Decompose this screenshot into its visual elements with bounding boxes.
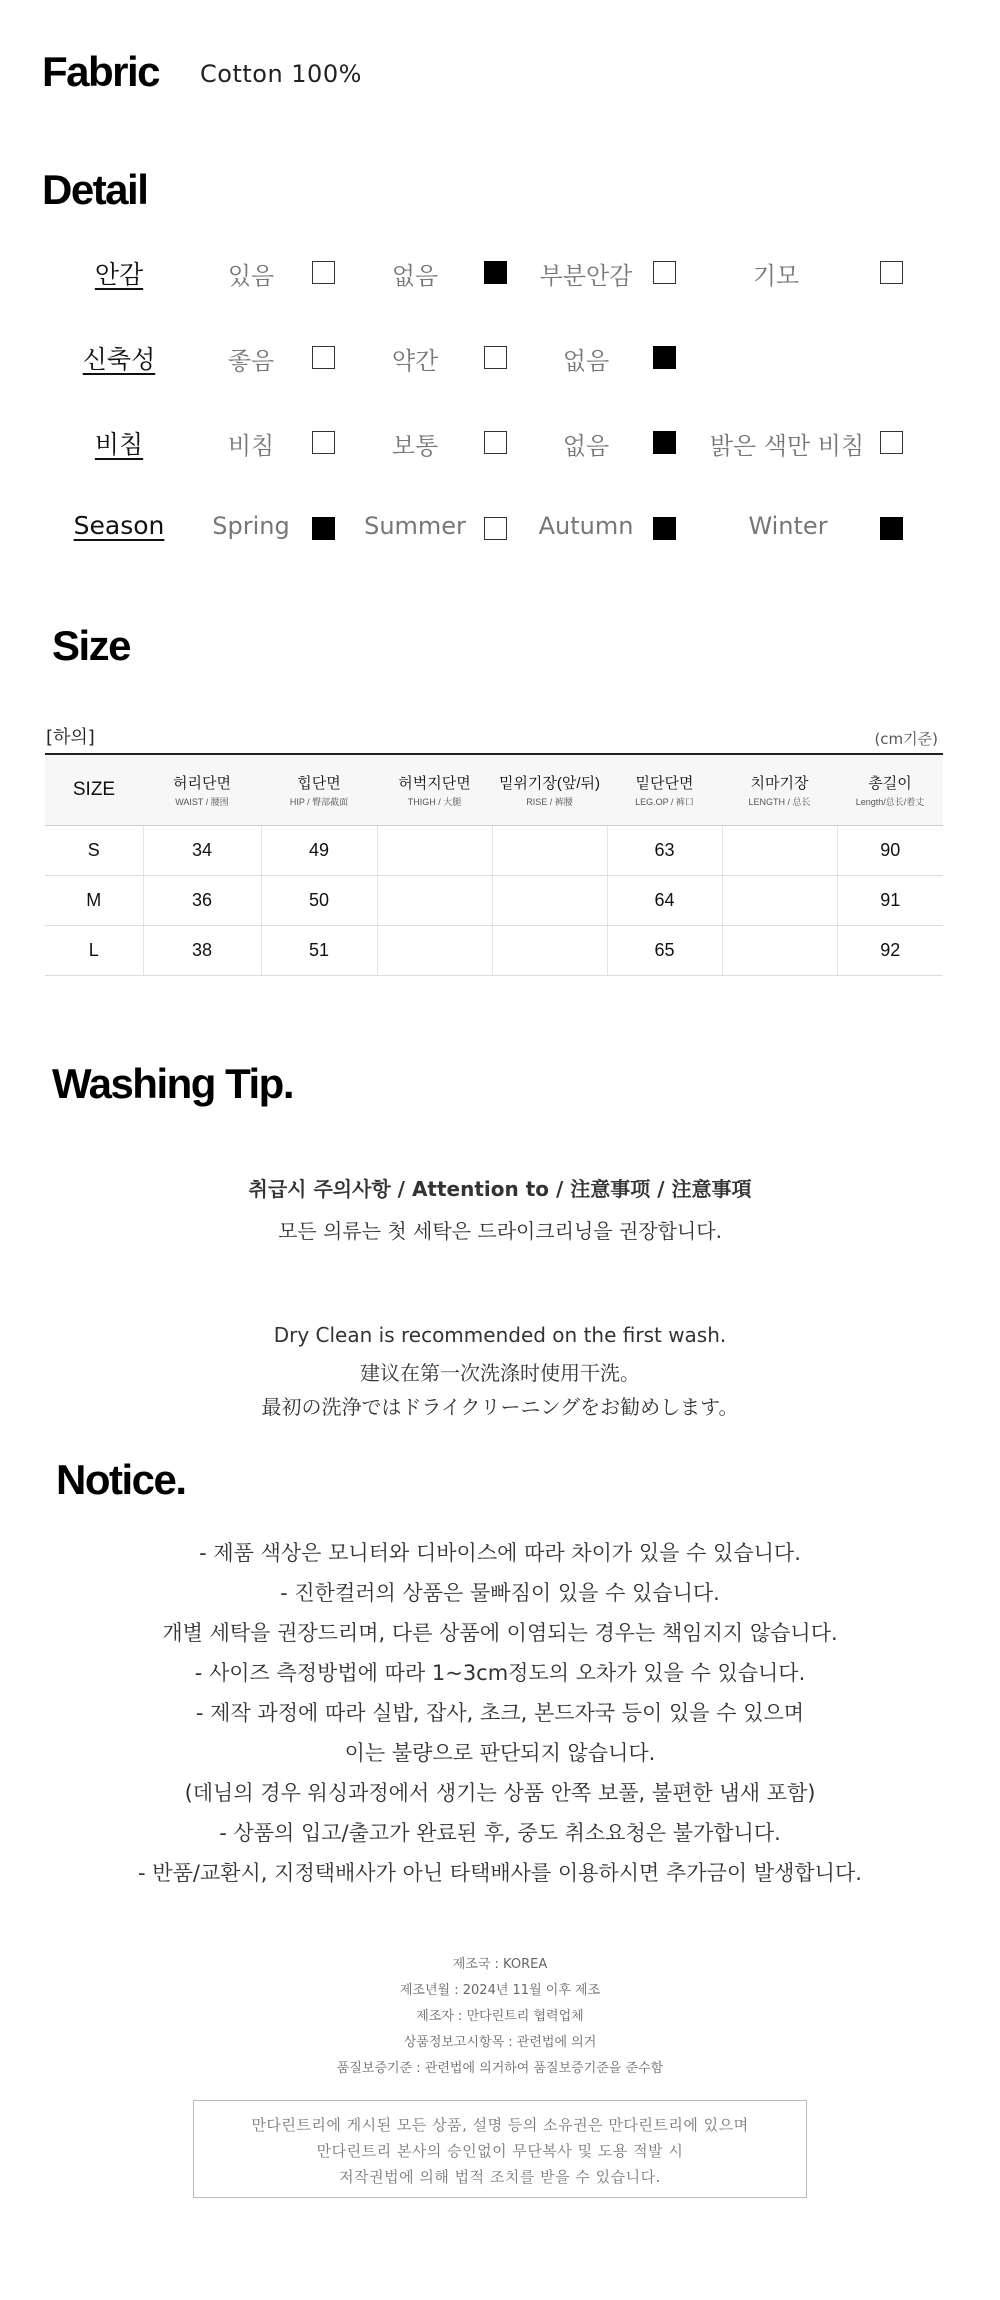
notice-line: 이는 불량으로 판단되지 않습니다. <box>344 1741 656 1765</box>
column-header: 밑위기장(앞/뒤) RISE / 裤腰 <box>492 755 607 826</box>
table-cell <box>492 826 607 876</box>
checkbox[interactable] <box>653 261 676 284</box>
fabric-value: Cotton 100% <box>200 60 362 88</box>
column-header: 허벅지단면 THIGH / 大腿 <box>377 755 492 826</box>
column-header: 힙단면 HIP / 臀部截面 <box>261 755 377 826</box>
table-cell <box>722 826 837 876</box>
copyright-line: 만다린트리 본사의 승인없이 무단복사 및 도용 적발 시 <box>316 2142 684 2160</box>
copyright-line: 만다린트리에 게시된 모든 상품, 설명 등의 소유권은 만다린트리에 있으며 <box>251 2116 749 2134</box>
footer-line: 제조국 : KOREA <box>452 1957 548 1972</box>
footer-line: 제조년월 : 2024년 11월 이후 제조 <box>399 1983 601 1998</box>
table-cell: 64 <box>607 876 722 926</box>
option-label: 비침 <box>227 432 275 460</box>
option-label: 있음 <box>227 262 275 290</box>
table-row <box>45 926 943 976</box>
table-cell <box>377 826 492 876</box>
table-cell: 51 <box>261 926 377 976</box>
detail-row-sheerness <box>0 423 1000 463</box>
option-label: 부분안감 <box>539 262 633 290</box>
detail-label: 안감 <box>94 260 144 289</box>
checkbox-checked[interactable] <box>880 517 903 540</box>
checkbox[interactable] <box>312 346 335 369</box>
option-label: Autumn <box>538 512 634 540</box>
table-cell <box>722 876 837 926</box>
table-cell: M <box>45 876 143 926</box>
table-cell <box>492 926 607 976</box>
notice-line: - 제작 과정에 따라 실밥, 잡사, 초크, 본드자국 등이 있을 수 있으며 <box>195 1701 805 1725</box>
detail-label: 비침 <box>94 430 144 459</box>
option-label: 없음 <box>562 347 610 375</box>
washing-title: 취급시 주의사항 / Attention to / 注意事项 / 注意事項 <box>248 1177 752 1201</box>
option-label: Winter <box>748 512 828 540</box>
detail-label: 신축성 <box>82 345 156 374</box>
washing-line-ko: 모든 의류는 첫 세탁은 드라이크리닝을 권장합니다. <box>278 1219 722 1243</box>
table-cell: S <box>45 826 143 876</box>
notice-line: - 제품 색상은 모니터와 디바이스에 따라 차이가 있을 수 있습니다. <box>199 1541 801 1565</box>
column-header: SIZE <box>45 755 143 826</box>
checkbox[interactable] <box>880 431 903 454</box>
notice-line: (데님의 경우 워싱과정에서 생기는 상품 안쪽 보풀, 불편한 냄새 포함) <box>184 1781 816 1805</box>
option-label: 없음 <box>562 432 610 460</box>
copyright-line: 저작권법에 의해 법적 조치를 받을 수 있습니다. <box>339 2168 661 2186</box>
notice-line: - 상품의 입고/출고가 완료된 후, 중도 취소요청은 불가합니다. <box>219 1821 781 1845</box>
notice-line: 개별 세탁을 권장드리며, 다른 상품에 이염되는 경우는 책임지지 않습니다. <box>162 1621 838 1645</box>
checkbox-checked[interactable] <box>653 517 676 540</box>
option-label: 기모 <box>752 262 800 290</box>
footer-line: 품질보증기준 : 관련법에 의거하여 품질보증기준을 준수함 <box>336 2061 664 2076</box>
detail-row-season <box>0 509 1000 549</box>
size-table <box>45 755 943 976</box>
table-cell: L <box>45 926 143 976</box>
column-header: 밑단단면 LEG.OP / 裤口 <box>607 755 722 826</box>
table-cell <box>377 876 492 926</box>
option-label: 약간 <box>391 347 439 375</box>
washing-line-ja: 最初の洗浄ではドライクリーニングをお勧めします。 <box>261 1395 739 1419</box>
checkbox-checked[interactable] <box>484 261 507 284</box>
table-cell: 90 <box>837 826 943 876</box>
option-label: 좋음 <box>227 347 275 375</box>
footer-line: 제조자 : 만다린트리 협력업체 <box>416 2009 584 2024</box>
size-category: [하의] <box>46 727 95 748</box>
size-heading: Size <box>52 622 131 669</box>
notice-heading: Notice. <box>56 1456 186 1503</box>
washing-line-zh: 建议在第一次洗涤时使用干洗。 <box>360 1361 640 1385</box>
checkbox-checked[interactable] <box>653 431 676 454</box>
table-cell: 36 <box>143 876 261 926</box>
option-label: Spring <box>212 512 290 540</box>
checkbox-checked[interactable] <box>653 346 676 369</box>
washing-heading: Washing Tip. <box>52 1060 293 1107</box>
fabric-heading: Fabric <box>42 48 160 95</box>
table-cell: 92 <box>837 926 943 976</box>
detail-row-lining <box>0 253 1000 293</box>
detail-row-stretch <box>0 338 1000 378</box>
checkbox-checked[interactable] <box>312 517 335 540</box>
table-row <box>45 826 943 876</box>
notice-line: - 사이즈 측정방법에 따라 1~3cm정도의 오차가 있을 수 있습니다. <box>194 1661 806 1685</box>
checkbox[interactable] <box>312 431 335 454</box>
table-cell <box>722 926 837 976</box>
detail-label: Season <box>73 511 165 540</box>
washing-line-en: Dry Clean is recommended on the first wash. <box>273 1323 727 1347</box>
checkbox[interactable] <box>484 346 507 369</box>
checkbox[interactable] <box>312 261 335 284</box>
size-table-header <box>45 755 943 826</box>
column-header: 치마기장 LENGTH / 总长 <box>722 755 837 826</box>
table-cell: 91 <box>837 876 943 926</box>
table-cell: 50 <box>261 876 377 926</box>
table-cell <box>377 926 492 976</box>
footer-line: 상품정보고시항목 : 관련법에 의거 <box>403 2035 597 2050</box>
option-label: 보통 <box>391 432 439 460</box>
option-label: Summer <box>364 512 466 540</box>
notice-line: - 진한컬러의 상품은 물빠짐이 있을 수 있습니다. <box>280 1581 720 1605</box>
option-label: 밝은 색만 비침 <box>709 432 865 460</box>
notice-line: - 반품/교환시, 지정택배사가 아닌 타택배사를 이용하시면 추가금이 발생합니다. <box>138 1861 862 1885</box>
column-header: 총길이 Length/总长/着丈 <box>837 755 943 826</box>
table-cell: 63 <box>607 826 722 876</box>
table-cell <box>492 876 607 926</box>
table-cell: 65 <box>607 926 722 976</box>
table-cell: 49 <box>261 826 377 876</box>
option-label: 없음 <box>391 262 439 290</box>
table-row <box>45 876 943 926</box>
checkbox[interactable] <box>484 431 507 454</box>
table-cell: 34 <box>143 826 261 876</box>
checkbox[interactable] <box>484 517 507 540</box>
table-cell: 38 <box>143 926 261 976</box>
detail-heading: Detail <box>42 166 148 213</box>
size-unit: (cm기준) <box>874 730 938 748</box>
column-header: 허리단면 WAIST / 腰围 <box>143 755 261 826</box>
checkbox[interactable] <box>880 261 903 284</box>
